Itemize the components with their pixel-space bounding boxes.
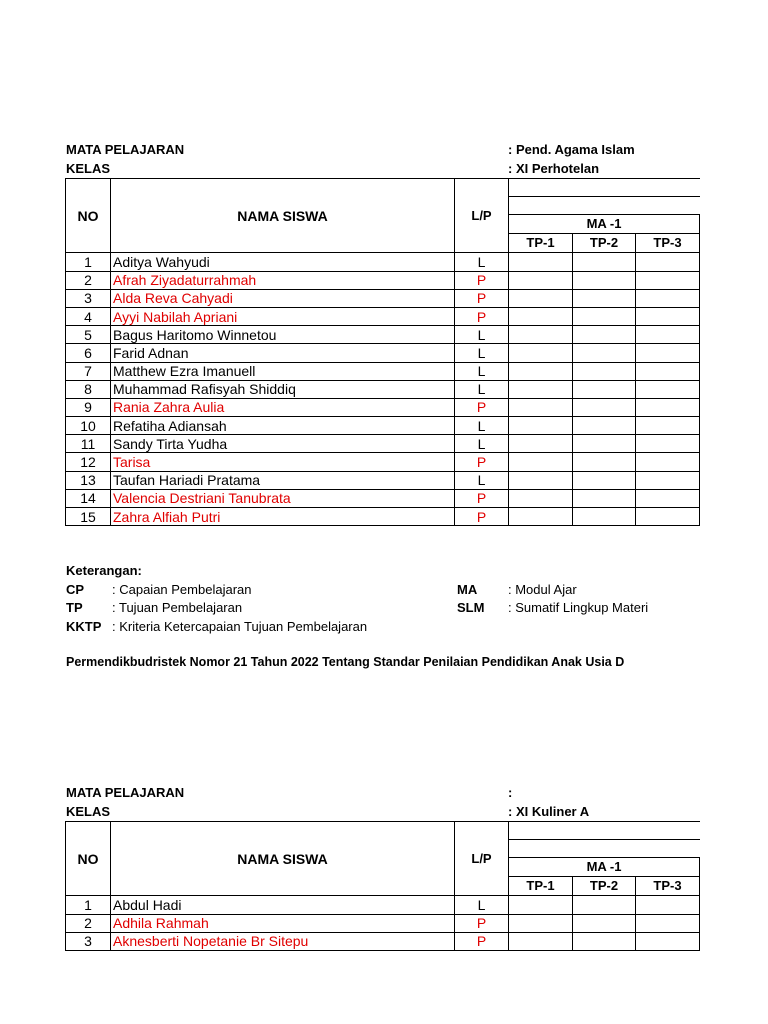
student-gender: P bbox=[455, 453, 509, 471]
student-row bbox=[66, 435, 700, 453]
score-tp-3 bbox=[636, 508, 700, 526]
score-tp-1 bbox=[509, 417, 573, 435]
student-row bbox=[66, 362, 700, 380]
mata-pelajaran-value: : Pend. Agama Islam bbox=[508, 142, 635, 157]
header-tp-2-2: TP-2 bbox=[573, 877, 636, 896]
score-tp-1 bbox=[509, 914, 573, 932]
score-tp-1 bbox=[509, 398, 573, 416]
score-tp-3 bbox=[636, 453, 700, 471]
legend-tp-value: : Tujuan Pembelajaran bbox=[112, 600, 243, 615]
student-no: 11 bbox=[66, 435, 111, 453]
header-tp-1: TP-1 bbox=[509, 234, 573, 253]
student-name: Tarisa bbox=[111, 453, 455, 471]
student-row bbox=[66, 896, 700, 914]
mata-pelajaran-value-2: : bbox=[508, 785, 513, 800]
header-no-2: NO bbox=[66, 822, 111, 896]
student-row bbox=[66, 271, 700, 289]
score-tp-1 bbox=[509, 253, 573, 271]
score-tp-1 bbox=[509, 307, 573, 325]
header-lp-2: L/P bbox=[455, 822, 509, 896]
header-blank-row-2-2 bbox=[509, 840, 700, 858]
student-row bbox=[66, 489, 700, 507]
header-lp: L/P bbox=[455, 179, 509, 253]
student-name: Ayyi Nabilah Apriani bbox=[111, 307, 455, 325]
score-tp-3 bbox=[636, 271, 700, 289]
student-no: 3 bbox=[66, 289, 111, 307]
score-tp-1 bbox=[509, 508, 573, 526]
student-no: 13 bbox=[66, 471, 111, 489]
grade-table-1 bbox=[65, 178, 700, 526]
student-name: Alda Reva Cahyadi bbox=[111, 289, 455, 307]
legend-slm-key: SLM bbox=[457, 600, 485, 615]
score-tp-1 bbox=[509, 453, 573, 471]
score-tp-1 bbox=[509, 489, 573, 507]
score-tp-1 bbox=[509, 435, 573, 453]
student-name: Muhammad Rafisyah Shiddiq bbox=[111, 380, 455, 398]
student-no: 2 bbox=[66, 914, 111, 932]
score-tp-2 bbox=[573, 896, 636, 914]
student-name: Aditya Wahyudi bbox=[111, 253, 455, 271]
score-tp-2 bbox=[573, 398, 636, 416]
score-tp-3 bbox=[636, 253, 700, 271]
student-row bbox=[66, 380, 700, 398]
kelas-label-2: KELAS bbox=[66, 804, 111, 819]
student-gender: L bbox=[455, 253, 509, 271]
score-tp-2 bbox=[573, 307, 636, 325]
student-gender: L bbox=[455, 344, 509, 362]
student-gender: P bbox=[455, 932, 509, 950]
score-tp-2 bbox=[573, 453, 636, 471]
score-tp-3 bbox=[636, 489, 700, 507]
score-tp-2 bbox=[573, 362, 636, 380]
score-tp-3 bbox=[636, 398, 700, 416]
score-tp-3 bbox=[636, 326, 700, 344]
legend-cp-value: : Capaian Pembelajaran bbox=[112, 582, 252, 597]
student-no: 15 bbox=[66, 508, 111, 526]
legend-kktp-key: KKTP bbox=[66, 619, 102, 634]
header-blank-row-1-2 bbox=[509, 822, 700, 840]
kelas-value: : XI Perhotelan bbox=[508, 161, 600, 176]
header-nama-siswa: NAMA SISWA bbox=[111, 179, 455, 253]
legend-tp-key: TP bbox=[66, 600, 83, 615]
student-name: Refatiha Adiansah bbox=[111, 417, 455, 435]
score-tp-1 bbox=[509, 362, 573, 380]
legend-ma-key: MA bbox=[457, 582, 478, 597]
score-tp-3 bbox=[636, 471, 700, 489]
score-tp-2 bbox=[573, 471, 636, 489]
header-ma-1: MA -1 bbox=[509, 215, 700, 234]
header-blank-row-1 bbox=[509, 179, 700, 197]
student-gender: P bbox=[455, 271, 509, 289]
mata-pelajaran-label: MATA PELAJARAN bbox=[66, 142, 185, 157]
student-name: Taufan Hariadi Pratama bbox=[111, 471, 455, 489]
student-no: 6 bbox=[66, 344, 111, 362]
student-no: 7 bbox=[66, 362, 111, 380]
student-no: 1 bbox=[66, 253, 111, 271]
score-tp-3 bbox=[636, 380, 700, 398]
header-tp-2: TP-2 bbox=[573, 234, 636, 253]
student-gender: P bbox=[455, 289, 509, 307]
score-tp-2 bbox=[573, 932, 636, 950]
score-tp-3 bbox=[636, 435, 700, 453]
student-gender: L bbox=[455, 362, 509, 380]
student-no: 3 bbox=[66, 932, 111, 950]
student-name: Abdul Hadi bbox=[111, 896, 455, 914]
score-tp-1 bbox=[509, 471, 573, 489]
header-ma-1-2: MA -1 bbox=[509, 858, 700, 877]
score-tp-2 bbox=[573, 435, 636, 453]
student-row bbox=[66, 289, 700, 307]
header-tp-3-2: TP-3 bbox=[636, 877, 700, 896]
student-name: Adhila Rahmah bbox=[111, 914, 455, 932]
student-gender: L bbox=[455, 435, 509, 453]
student-no: 8 bbox=[66, 380, 111, 398]
student-name: Aknesberti Nopetanie Br Sitepu bbox=[111, 932, 455, 950]
score-tp-2 bbox=[573, 344, 636, 362]
student-row bbox=[66, 326, 700, 344]
student-no: 12 bbox=[66, 453, 111, 471]
student-no: 9 bbox=[66, 398, 111, 416]
score-tp-2 bbox=[573, 489, 636, 507]
header-blank-row-2 bbox=[509, 197, 700, 215]
student-name: Zahra Alfiah Putri bbox=[111, 508, 455, 526]
student-name: Rania Zahra Aulia bbox=[111, 398, 455, 416]
legend-ma-value: : Modul Ajar bbox=[508, 582, 577, 597]
student-gender: L bbox=[455, 380, 509, 398]
header-tp-3: TP-3 bbox=[636, 234, 700, 253]
score-tp-2 bbox=[573, 271, 636, 289]
score-tp-1 bbox=[509, 932, 573, 950]
student-name: Matthew Ezra Imanuell bbox=[111, 362, 455, 380]
student-name: Sandy Tirta Yudha bbox=[111, 435, 455, 453]
score-tp-2 bbox=[573, 417, 636, 435]
mata-pelajaran-label-2: MATA PELAJARAN bbox=[66, 785, 185, 800]
student-gender: L bbox=[455, 471, 509, 489]
score-tp-3 bbox=[636, 362, 700, 380]
score-tp-2 bbox=[573, 289, 636, 307]
legend-slm-value: : Sumatif Lingkup Materi bbox=[508, 600, 649, 615]
score-tp-1 bbox=[509, 896, 573, 914]
score-tp-1 bbox=[509, 289, 573, 307]
student-row bbox=[66, 253, 700, 271]
legend-cp-key: CP bbox=[66, 582, 85, 597]
student-no: 1 bbox=[66, 896, 111, 914]
student-gender: L bbox=[455, 326, 509, 344]
score-tp-3 bbox=[636, 289, 700, 307]
student-name: Bagus Haritomo Winnetou bbox=[111, 326, 455, 344]
score-tp-1 bbox=[509, 271, 573, 289]
score-tp-3 bbox=[636, 344, 700, 362]
score-tp-3 bbox=[636, 914, 700, 932]
score-tp-3 bbox=[636, 307, 700, 325]
student-no: 14 bbox=[66, 489, 111, 507]
score-tp-1 bbox=[509, 326, 573, 344]
student-no: 10 bbox=[66, 417, 111, 435]
header-nama-siswa-2: NAMA SISWA bbox=[111, 822, 455, 896]
student-name: Afrah Ziyadaturrahmah bbox=[111, 271, 455, 289]
student-no: 2 bbox=[66, 271, 111, 289]
score-tp-2 bbox=[573, 914, 636, 932]
student-row bbox=[66, 471, 700, 489]
student-row bbox=[66, 344, 700, 362]
student-name: Valencia Destriani Tanubrata bbox=[111, 489, 455, 507]
score-tp-1 bbox=[509, 344, 573, 362]
legend-title: Keterangan: bbox=[66, 563, 142, 578]
regulation-note: Permendikbudristek Nomor 21 Tahun 2022 Tentang Standar Penilaian Pendidikan Anak Usia D bbox=[66, 655, 625, 669]
header-tp-1-2: TP-1 bbox=[509, 877, 573, 896]
kelas-label: KELAS bbox=[66, 161, 111, 176]
legend-kktp-value: : Kriteria Ketercapaian Tujuan Pembelajaran bbox=[112, 619, 368, 634]
header-no: NO bbox=[66, 179, 111, 253]
grade-table-2 bbox=[65, 821, 700, 951]
student-gender: P bbox=[455, 508, 509, 526]
student-row bbox=[66, 417, 700, 435]
student-no: 4 bbox=[66, 307, 111, 325]
student-row bbox=[66, 914, 700, 932]
student-row bbox=[66, 932, 700, 950]
kelas-value-2: : XI Kuliner A bbox=[508, 804, 590, 819]
student-name: Farid Adnan bbox=[111, 344, 455, 362]
student-row bbox=[66, 508, 700, 526]
score-tp-2 bbox=[573, 508, 636, 526]
score-tp-2 bbox=[573, 253, 636, 271]
student-gender: P bbox=[455, 914, 509, 932]
student-gender: P bbox=[455, 398, 509, 416]
student-row bbox=[66, 398, 700, 416]
student-gender: L bbox=[455, 417, 509, 435]
score-tp-3 bbox=[636, 932, 700, 950]
student-no: 5 bbox=[66, 326, 111, 344]
student-row bbox=[66, 453, 700, 471]
student-gender: L bbox=[455, 896, 509, 914]
score-tp-3 bbox=[636, 417, 700, 435]
score-tp-2 bbox=[573, 326, 636, 344]
score-tp-1 bbox=[509, 380, 573, 398]
student-gender: P bbox=[455, 489, 509, 507]
student-gender: P bbox=[455, 307, 509, 325]
score-tp-2 bbox=[573, 380, 636, 398]
score-tp-3 bbox=[636, 896, 700, 914]
student-row bbox=[66, 307, 700, 325]
